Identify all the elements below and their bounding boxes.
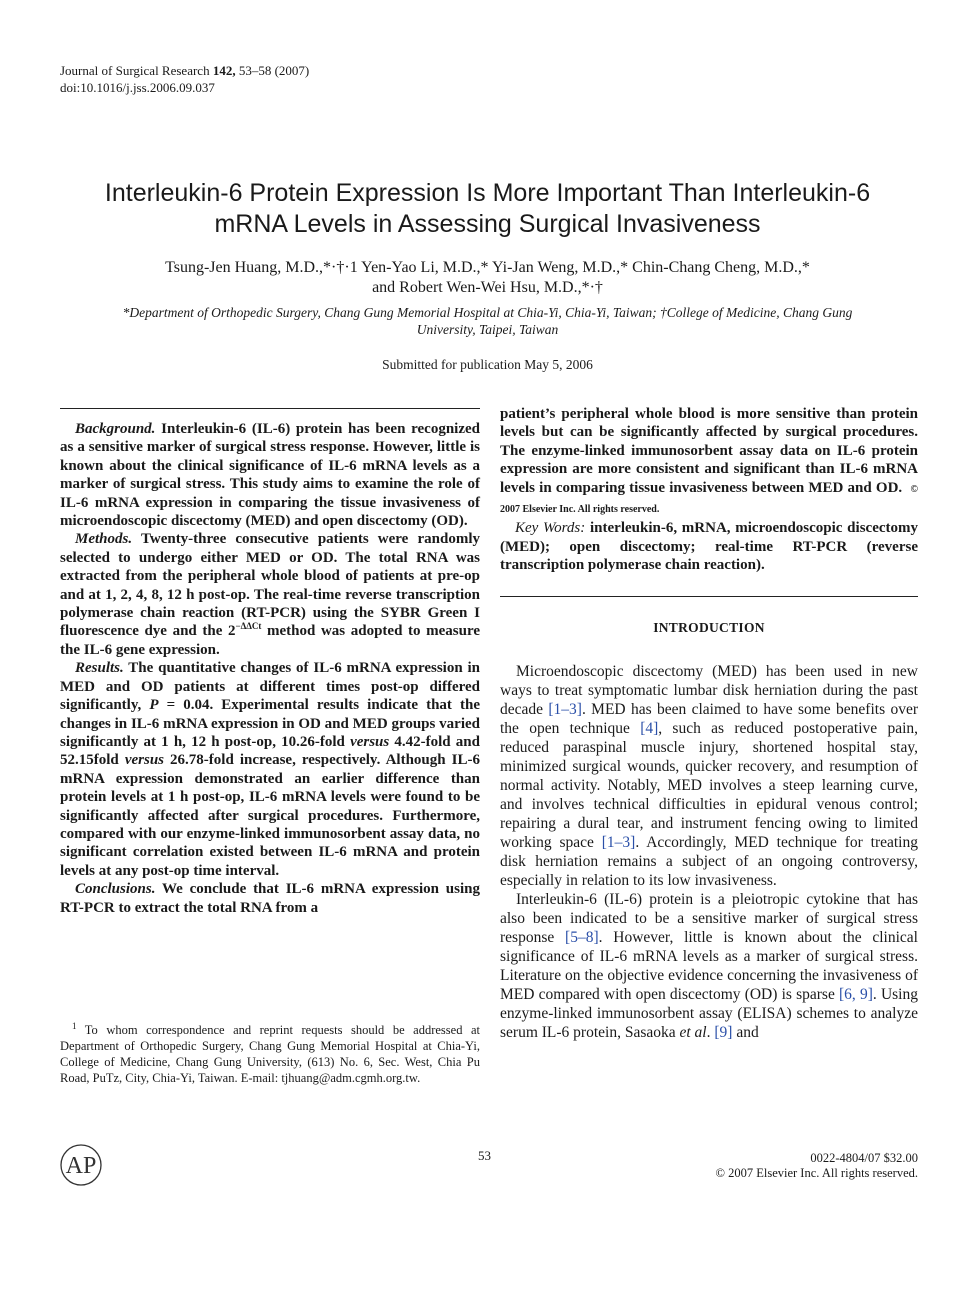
abstract-right: [500, 405, 918, 575]
abstract-bottom-rule: [500, 596, 918, 597]
citation-link[interactable]: [9]: [714, 1024, 733, 1041]
intro-paragraph-1: Microendoscopic discectomy (MED) has been used in new ways to treat symptomatic lumbar disk herniation during the past decade [1–3]. MED has been claimed to have some benefits over the open technique [4], such as reduced postoperative pain, reduced paraspinal muscle injury, shortened hospital stay, minimized surgical wounds, quicker recovery, and resumption of normal activity. Notably, MED involves a steep learning curve, and involves technical difficulties in epidural venous control; repairing a dural tear, and instrument fencing owing to limited working space [1–3]. Accordingly, MED technique for treating disk herniation remains a subject of an ongoing controversy, especially in relation to its low invasiveness.: [500, 663, 919, 889]
citation-link[interactable]: [1–3]: [548, 701, 582, 718]
author-list: Tsung-Jen Huang, M.D.,*·†·1 Yen-Yao Li, M.D.,* Yi-Jan Weng, M.D.,* Chin-Chang Cheng, M.D.,* and Robert Wen-Wei Hsu, M.D.,*·†: [165, 259, 810, 296]
journal-header: [60, 62, 309, 96]
citation-link[interactable]: [4]: [640, 720, 659, 737]
citation-link[interactable]: [1–3]: [601, 834, 636, 851]
journal-citation: Journal of Surgical Research 142, 53–58 (2007): [60, 63, 310, 78]
article-title: Interleukin-6 Protein Expression Is More Important Than Interleukin-6 mRNA Levels in Assessing Surgical Invasiveness: [104, 179, 871, 238]
abstract-background: Background. Interleukin-6 (IL-6) protein has been recognized as a sensitive marker of surgical stress response. However, little is known about the clinical significance of IL-6 mRNA levels as a marker of surgical stress. This study aims to examine the role of IL-6 mRNA expression in comparing the tissue invasiveness of microendoscopic discectomy (MED) and open discectomy (OD).: [60, 421, 480, 530]
section-heading-introduction: INTRODUCTION: [653, 620, 765, 635]
intro-paragraph-2: Interleukin-6 (IL-6) protein is a pleiotropic cytokine that has also been indicated to be a sensitive marker of surgical stress response [5–8]. However, little is known about the clinical significance of IL-6 mRNA levels as a marker of surgical stress. Literature on the objective evidence concerning the invasiveness of MED compared with open discectomy (OD) is sparse [6, 9]. Using enzyme-linked immunosorbent assay (ELISA) schemes to analyze serum IL-6 protein, Sasaoka et al. [9] and: [500, 891, 918, 1041]
abstract-left: [60, 420, 480, 917]
abstract-top-rule: [60, 408, 480, 409]
abstract-continued: patient’s peripheral whole blood is more sensitive than protein levels but can be significantly affected by surgical procedures. The enzyme-linked immunosorbent assay data on IL-6 protein expression are more consistent and significant than IL-6 mRNA levels in comparing tissue invasiveness between MED and OD. © 2007 Elsevier Inc. All rights reserved.: [500, 406, 919, 516]
svg-text:AP: AP: [65, 1153, 97, 1179]
citation-link[interactable]: [5–8]: [565, 929, 599, 946]
submission-date: Submitted for publication May 5, 2006: [382, 357, 593, 372]
affiliations: *Department of Orthopedic Surgery, Chang Gung Memorial Hospital at Chia-Yi, Chia-Yi, Taiwan; †College of Medicine, Chang Gung University, Taipei, Taiwan: [122, 305, 853, 337]
correspondence-footnote: $^1$ To whom correspondence and reprint requests should be addressed at Department of Orthopedic Surgery, Chang Gung Memorial Hospital at Chia-Yi, College of Medicine, Chang Gung University, (613) No. 6, Sec. West, Chia Pu Road, PuTz, City, Chia-Yi, Taiwan. E-mail: tjhuang@adm.cgmh.org.tw.: [60, 1020, 480, 1085]
abstract-methods: Methods. Twenty-three consecutive patients were randomly selected to undergo either MED or OD. The total RNA was extracted from the peripheral whole blood of patients at pre-op and at 1, 2, 4, 8, 12 h post-op. The real-time reverse transcription polymerase chain reaction (RT-PCR) using the SYBR Green I fluorescence dye and the $2^{-\Delta\Delta Ct}$ method was adopted to measure the IL-6 gene expression.: [60, 531, 480, 658]
citation-link[interactable]: [6, 9]: [839, 986, 873, 1003]
copyright-block: 0022-4804/07 $32.00 © 2007 Elsevier Inc. All rights reserved.: [715, 1151, 918, 1180]
doi[interactable]: doi:10.1016/j.jss.2006.09.037: [60, 80, 215, 95]
publisher-logo: [58, 1142, 104, 1188]
abstract-results: Results. The quantitative changes of IL-6 mRNA expression in MED and OD patients at different times post-op differed significantly, P = 0.04. Experimental results indicate that the changes in IL-6 mRNA expression in OD and MED groups varied significantly at 1 h, 12 h post-op, 10.26-fold versus 4.42-fold and 52.15fold versus 26.78-fold increase, respectively. Although IL-6 mRNA expression demonstrated an earlier difference than protein levels at 1 h post-op, IL-6 mRNA levels were found to be significantly affected after surgical procedures. Furthermore, compared with our enzyme-linked immunosorbent assay data, no significant correlation existed between IL-6 mRNA and protein levels at any post-op time interval.: [60, 660, 480, 879]
abstract-conclusions: Conclusions. We conclude that IL-6 mRNA expression using RT-PCR to extract the total RNA from a: [60, 881, 480, 916]
ap-logo-icon: [58, 1142, 104, 1188]
key-words: Key Words: interleukin-6, mRNA, microendoscopic discectomy (MED); open discectomy; real-time RT-PCR (reverse transcription polymerase chain reaction).: [500, 520, 918, 574]
introduction-body: [500, 662, 918, 1042]
page-number: 53: [478, 1148, 491, 1163]
